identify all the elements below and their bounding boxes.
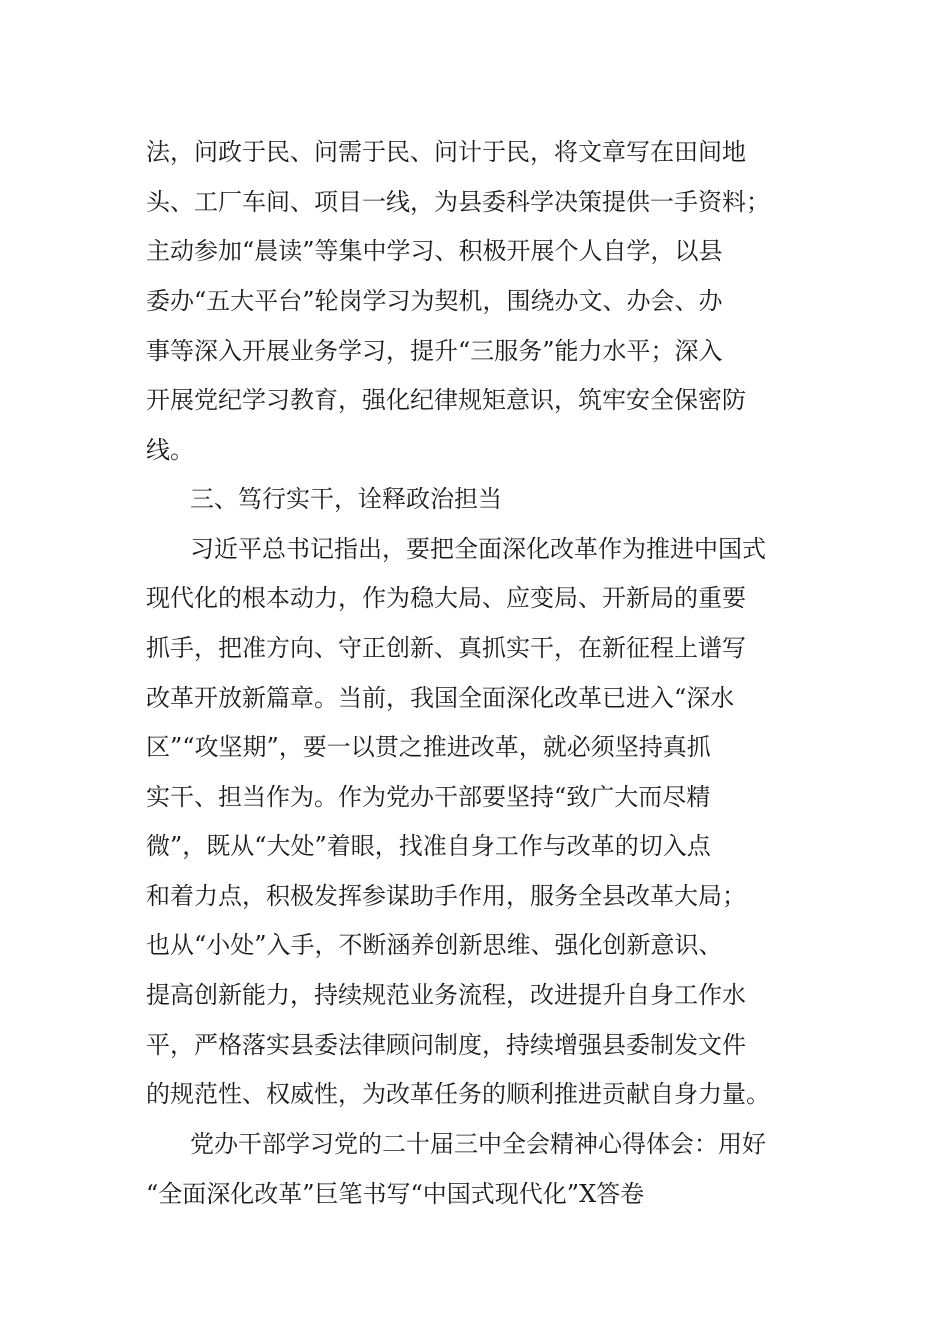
section-heading: 三、笃行实干，诠释政治担当 [190,485,502,513]
paragraph-line: 线。 [146,436,194,464]
paragraph-line: 主动参加“晨读”等集中学习、积极开展个人自学，以县 [146,237,723,265]
paragraph-line: 头、工厂车间、项目一线，为县委科学决策提供一手资料； [146,188,770,216]
paragraph-line: 平，严格落实县委法律顾问制度，持续增强县委制发文件 [146,1031,746,1059]
paragraph-line: 法，问政于民、问需于民、问计于民，将文章写在田间地 [146,138,746,166]
paragraph-line: 习近平总书记指出，要把全面深化改革作为推进中国式 [190,535,766,563]
paragraph-line: 也从“小处”入手，不断涵养创新思维、强化创新意识、 [146,931,723,959]
paragraph-line: 抓手，把准方向、守正创新、真抓实干，在新征程上谱写 [146,634,746,662]
paragraph-line: 开展党纪学习教育，强化纪律规矩意识，筑牢安全保密防 [146,386,746,414]
paragraph-line: 现代化的根本动力，作为稳大局、应变局、开新局的重要 [146,584,746,612]
paragraph-line: 和着力点，积极发挥参谋助手作用，服务全县改革大局； [146,882,746,910]
paragraph-line: 区”“攻坚期”，要一以贯之推进改革，就必须坚持真抓 [146,733,711,761]
paragraph-line: 事等深入开展业务学习，提升“三服务”能力水平；深入 [146,337,723,365]
paragraph-line: 提高创新能力，持续规范业务流程，改进提升自身工作水 [146,981,746,1009]
paragraph-line: 委办“五大平台”轮岗学习为契机，围绕办文、办会、办 [146,287,723,315]
article-title-line: 党办干部学习党的二十届三中全会精神心得体会：用好 [190,1130,766,1158]
article-title-line: “全面深化改革”巨笔书写“中国式现代化”X答卷 [146,1180,645,1208]
paragraph-line: 改革开放新篇章。当前，我国全面深化改革已进入“深水 [146,684,735,712]
paragraph-line: 微”，既从“大处”着眼，找准自身工作与改革的切入点 [146,832,711,860]
paragraph-line: 的规范性、权威性，为改革任务的顺利推进贡献自身力量。 [146,1080,770,1108]
paragraph-line: 实干、担当作为。作为党办干部要坚持“致广大而尽精 [146,783,711,811]
